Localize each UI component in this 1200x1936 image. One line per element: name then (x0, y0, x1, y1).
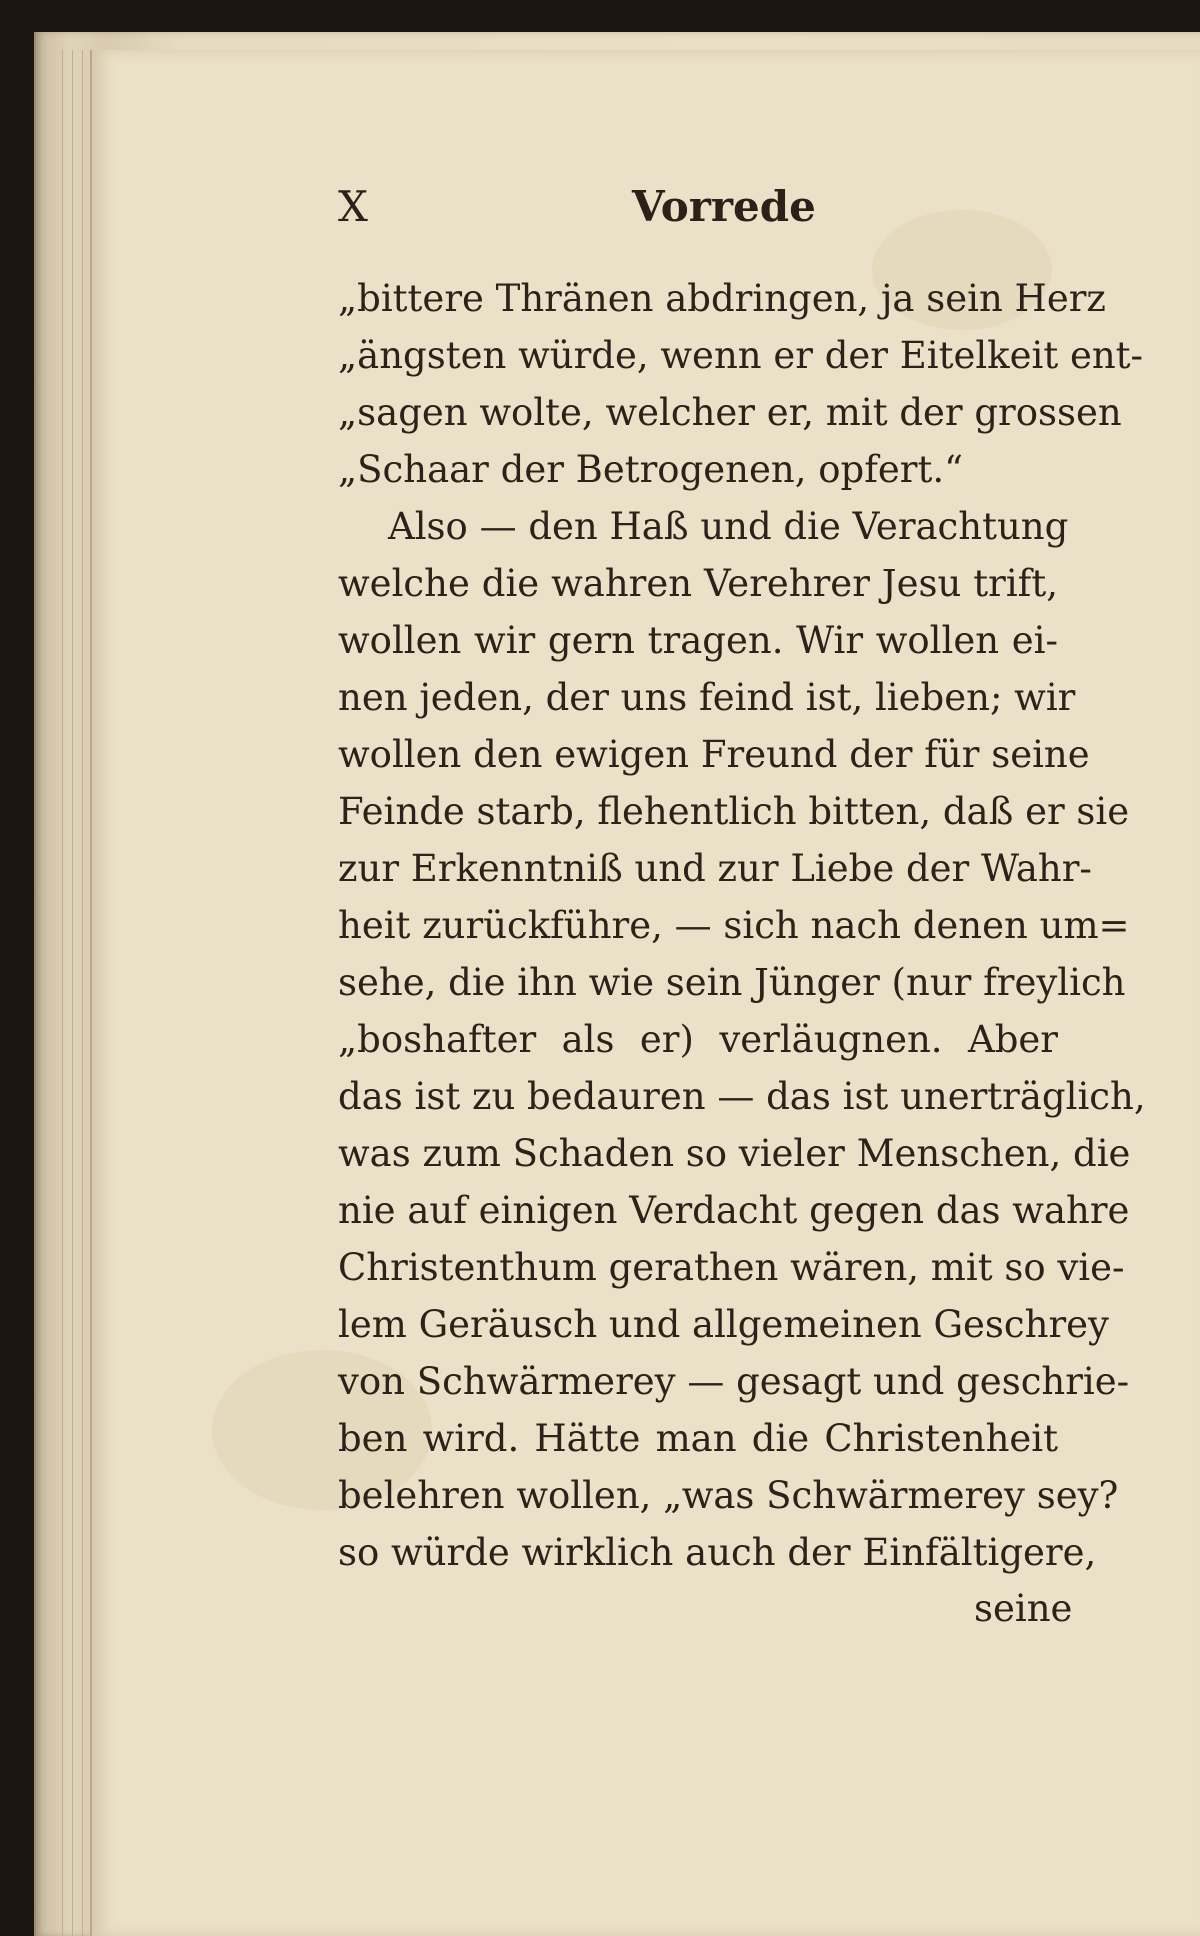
text-line: was zum Schaden so vieler Menschen, die (338, 1132, 1131, 1175)
text-line: lem Geräusch und allgemeinen Geschrey (338, 1303, 1109, 1346)
page-stack-line (62, 50, 63, 1936)
text-line: Feinde starb, flehentlich bitten, daß er sie (338, 790, 1130, 833)
page-header (0, 182, 1200, 242)
text-line: heit zurückführe, — sich nach denen um= (338, 904, 1130, 947)
text-line: „bittere Thränen abdringen, ja sein Herz (338, 277, 1106, 320)
text-line: nen jeden, der uns feind ist, lieben; wir (338, 676, 1076, 719)
text-line: „Schaar der Betrogenen, opfert.“ (338, 448, 964, 491)
text-line: ben wird. Hätte man die Christenheit (338, 1417, 1058, 1460)
text-line: wollen den ewigen Freund der für seine (338, 733, 1090, 776)
text-line: von Schwärmerey — gesagt und geschrie- (338, 1360, 1130, 1403)
text-line: sehe, die ihn wie sein Jünger (nur freylich (338, 961, 1126, 1004)
text-line: nie auf einigen Verdacht gegen das wahre (338, 1189, 1130, 1232)
text-line: belehren wollen, „was Schwärmerey sey? (338, 1474, 1119, 1517)
text-line: „boshafter als er) verläugnen. Aber (338, 1018, 1058, 1061)
body-text (338, 270, 1146, 1581)
catchword: seine (974, 1587, 1073, 1630)
text-line: „sagen wolte, welcher er, mit der grossen (338, 391, 1122, 434)
page-number: X (338, 182, 369, 231)
running-title: Vorrede (632, 182, 816, 231)
page-stack-line (72, 50, 73, 1936)
text-line: Christenthum gerathen wären, mit so vie- (338, 1246, 1125, 1289)
text-line: so würde wirklich auch der Einfältigere, (338, 1531, 1097, 1574)
text-line: Also — den Haß und die Verachtung (388, 505, 1069, 548)
text-line: welche die wahren Verehrer Jesu trift, (338, 562, 1058, 605)
text-line: „ängsten würde, wenn er der Eitelkeit ent- (338, 334, 1144, 377)
text-line: zur Erkenntniß und zur Liebe der Wahr- (338, 847, 1092, 890)
text-line: das ist zu bedauren — das ist unerträglich, (338, 1075, 1146, 1118)
text-line: wollen wir gern tragen. Wir wollen ei- (338, 619, 1058, 662)
page-stack-line (82, 50, 83, 1936)
